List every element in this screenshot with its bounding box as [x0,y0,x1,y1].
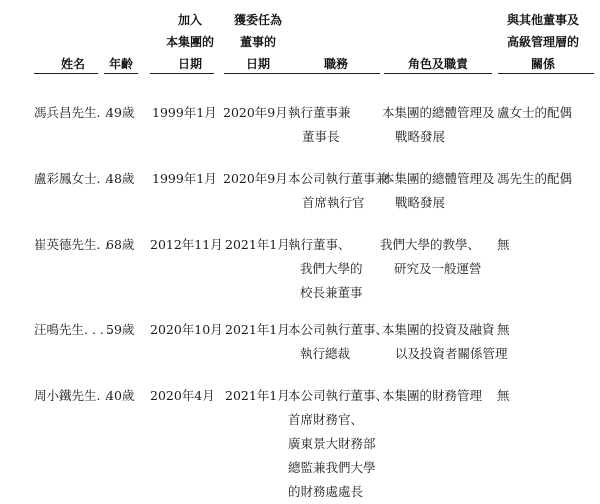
cell-role-line: 本集團的總體管理及 [382,171,495,186]
cell-position-line: 本公司執行董事兼 [288,171,389,186]
header-join-line-2: 本集團的 [165,35,214,49]
cell-name: 盧彩鳳女士. . [34,171,109,186]
header-rule-role [384,73,492,74]
cell-name: 周小鐵先生. . [34,388,109,403]
cell-role [382,318,508,366]
header-age-line: 年齡 [108,57,133,71]
cell-age: 59歲 [106,322,135,337]
header-relation-line-3: 關係 [530,57,555,71]
cell-role-line: 本集團的財務管理 [382,388,483,403]
cell-relation-line: 盧女士的配偶 [497,105,573,120]
cell-position-line: 首席財務官、 [288,412,364,427]
cell-relation [497,167,572,191]
cell-position-line: 本公司執行董事、 [288,322,389,337]
cell-appoint-date: 2021年1月 [225,322,290,337]
cell-position-line: 本公司執行董事、 [288,388,389,403]
header-rule-appoint [224,73,292,74]
cell-age: 48歲 [106,171,135,186]
cell-name: 汪鳴先生. . . . [34,322,112,337]
cell-role-line: 以及投資者關係管理 [395,346,508,361]
cell-role-line: 戰略發展 [395,129,446,144]
cell-position-line: 我們大學的 [300,261,363,276]
header-age [104,53,138,75]
header-name [52,53,94,75]
cell-position-line: 總監兼我們大學 [288,460,376,475]
cell-join-date: 1999年1月 [152,171,217,186]
header-appoint-line-3: 日期 [245,57,270,71]
header-name-line: 姓名 [60,57,85,71]
cell-role [382,384,482,408]
header-appoint-line-1: 獲委任為 [233,13,282,27]
cell-role [382,101,495,149]
cell-relation-line: 無 [497,237,510,252]
cell-position [288,167,388,215]
cell-relation [497,318,510,342]
header-role [382,53,494,75]
cell-position [288,384,388,504]
cell-join-date: 2012年11月 [150,237,223,252]
header-join-line-3: 日期 [177,57,202,71]
cell-appoint-date: 2021年1月 [225,388,290,403]
cell-position-line: 執行董事、 [288,237,351,252]
cell-relation-line: 無 [497,322,510,337]
header-rule-name [34,73,98,74]
cell-role [382,167,495,215]
cell-position-line: 執行總裁 [300,346,351,361]
header-position-line: 職務 [323,57,348,71]
cell-relation-line: 馮先生的配偶 [497,171,573,186]
header-rule-join [150,73,214,74]
cell-position-line: 董事長 [302,129,340,144]
cell-name: 馮兵昌先生. . [34,105,109,120]
cell-appoint-date: 2021年1月 [225,237,290,252]
header-relation [498,9,588,75]
cell-role [380,233,482,281]
header-relation-line-2: 高級管理層的 [506,35,579,49]
header-appoint-line-2: 董事的 [239,35,276,49]
cell-position [288,233,363,305]
cell-join-date: 2020年10月 [150,322,223,337]
cell-relation-line: 無 [497,388,510,403]
cell-appoint-date: 2020年9月 [223,105,288,120]
header-rule-relation [498,73,594,74]
header-appoint-date [218,9,298,75]
cell-relation [497,233,510,257]
cell-role-line: 本集團的投資及融資 [382,322,495,337]
cell-position [288,101,351,149]
cell-age: 49歲 [106,105,135,120]
cell-join-date: 1999年1月 [152,105,217,120]
header-join-line-1: 加入 [177,13,202,27]
cell-relation [497,384,510,408]
cell-role-line: 本集團的總體管理及 [382,105,495,120]
cell-age: 68歲 [106,237,135,252]
cell-appoint-date: 2020年9月 [223,171,288,186]
cell-role-line: 研究及一般運營 [394,261,482,276]
cell-relation [497,101,572,125]
cell-position-line: 執行董事兼 [288,105,351,120]
cell-position [288,318,388,366]
cell-age: 40歲 [106,388,135,403]
cell-role-line: 我們大學的教學、 [380,237,481,252]
cell-role-line: 戰略發展 [395,195,446,210]
header-rule-position [290,73,380,74]
header-rule-age [104,73,138,74]
cell-position-line: 廣東景大財務部 [288,436,376,451]
cell-join-date: 2020年4月 [150,388,215,403]
cell-position-line: 首席執行官 [302,195,365,210]
header-relation-line-1: 與其他董事及 [506,13,579,27]
cell-position-line: 的財務處處長 [288,484,364,499]
cell-position-line: 校長兼董事 [300,285,363,300]
header-position [290,53,382,75]
header-role-line: 角色及職責 [407,57,468,71]
cell-name: 崔英德先生. . [34,237,109,252]
